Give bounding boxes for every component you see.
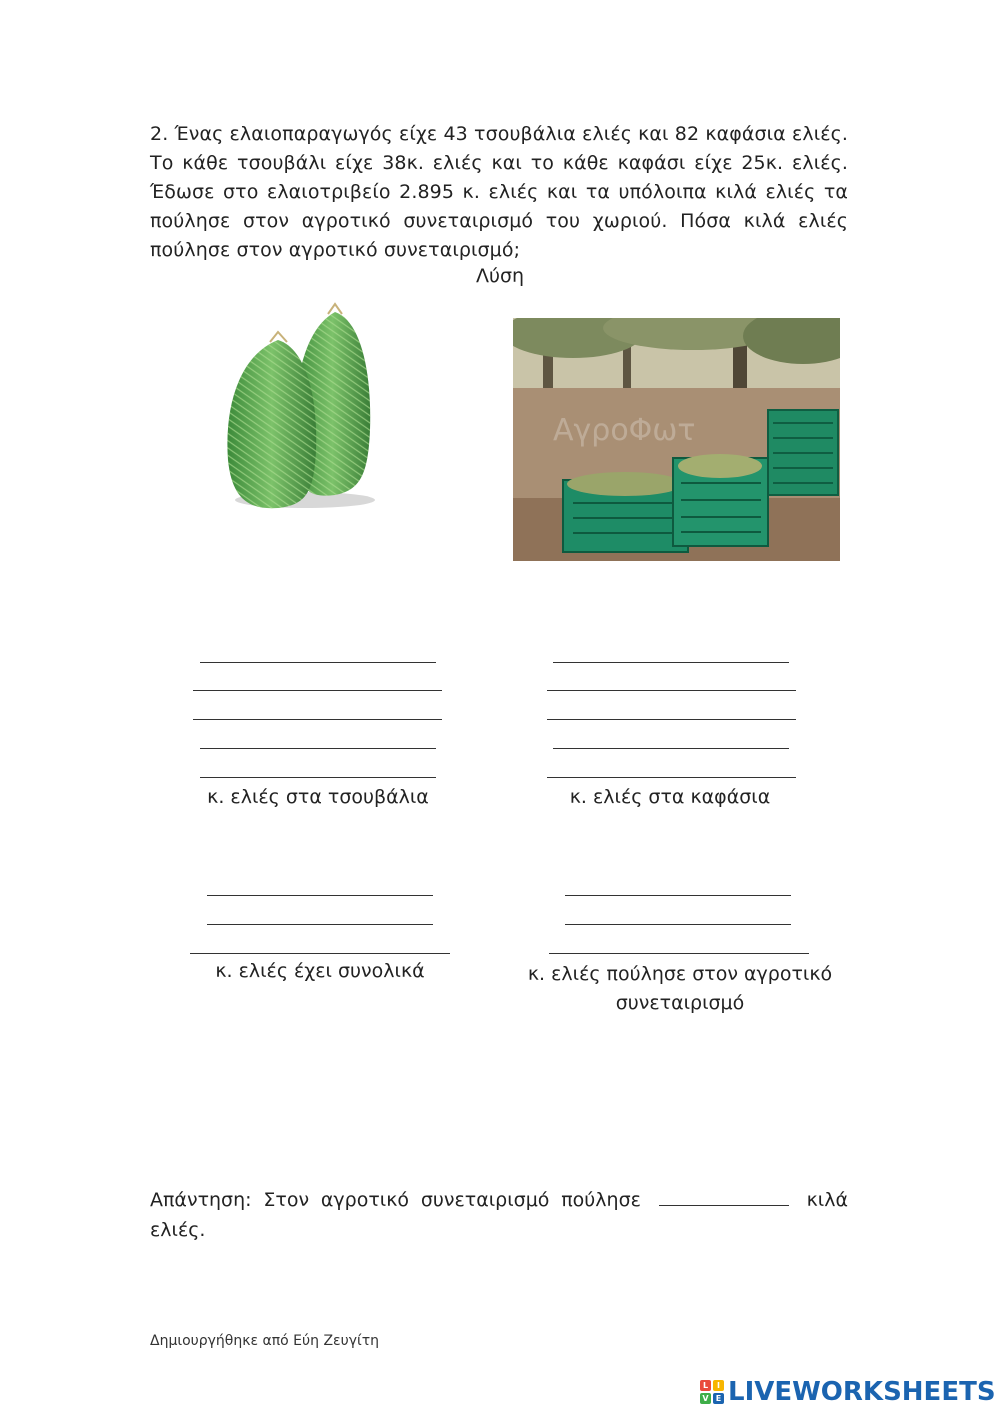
blank-line[interactable]	[193, 690, 442, 691]
olive-sacks-image	[210, 300, 375, 515]
caption-total: κ. ελιές έχει συνολικά	[215, 960, 425, 982]
blank-line[interactable]	[553, 662, 789, 663]
blank-line[interactable]	[200, 662, 436, 663]
caption-crates: κ. ελιές στα καφάσια	[569, 786, 771, 808]
blank-line[interactable]	[553, 748, 789, 749]
problem-text: 2. Ένας ελαιοπαραγωγός είχε 43 τσουβάλια ελιές και 82 καφάσια ελιές. Το κάθε τσουβάλι είχε 38κ. ελιές και το κάθε καφάσι είχε 25κ. ελιές. Έδωσε στο ελαιοτριβείο 2.895 κ. ελιές και τα υπόλοιπα κιλά ελιές τα πούλησε στον αγροτικό συνεταιρισμό του χωριού. Πόσα κιλά ελιές πούλησε στον αγροτικό συνεταιρισμό;	[150, 123, 848, 261]
answer-blank[interactable]	[659, 1189, 789, 1206]
answer-sentence	[150, 1185, 848, 1245]
blank-line[interactable]	[565, 924, 791, 925]
blank-line[interactable]	[565, 895, 791, 896]
olive-crates-image	[513, 318, 840, 561]
blank-line[interactable]	[200, 777, 436, 778]
logo-icon: L I V E	[700, 1380, 724, 1404]
solution-label: Λύση	[475, 265, 525, 287]
author-credit: Δημιουργήθηκε από Εύη Ζευγίτη	[150, 1333, 380, 1349]
blank-line[interactable]	[549, 953, 809, 954]
caption-sacks: κ. ελιές στα τσουβάλια	[207, 786, 429, 808]
liveworksheets-logo	[700, 1376, 996, 1408]
blank-line[interactable]	[547, 777, 796, 778]
blank-line[interactable]	[547, 690, 796, 691]
watermark-text: ΑγροΦωτ	[553, 413, 696, 448]
answer-suffix: κιλά ελιές.	[150, 1189, 848, 1241]
blank-line[interactable]	[207, 924, 433, 925]
logo-wordmark: LIVEWORKSHEETS	[728, 1377, 996, 1407]
blank-line[interactable]	[190, 953, 450, 954]
blank-line[interactable]	[547, 719, 796, 720]
blank-line[interactable]	[193, 719, 442, 720]
blank-line[interactable]	[200, 748, 436, 749]
blank-line[interactable]	[207, 895, 433, 896]
answer-prefix: Απάντηση: Στον αγροτικό συνεταιρισμό πούλησε	[150, 1189, 641, 1211]
caption-sold: κ. ελιές πούλησε στον αγροτικό συνεταιρισμό	[527, 963, 833, 1014]
